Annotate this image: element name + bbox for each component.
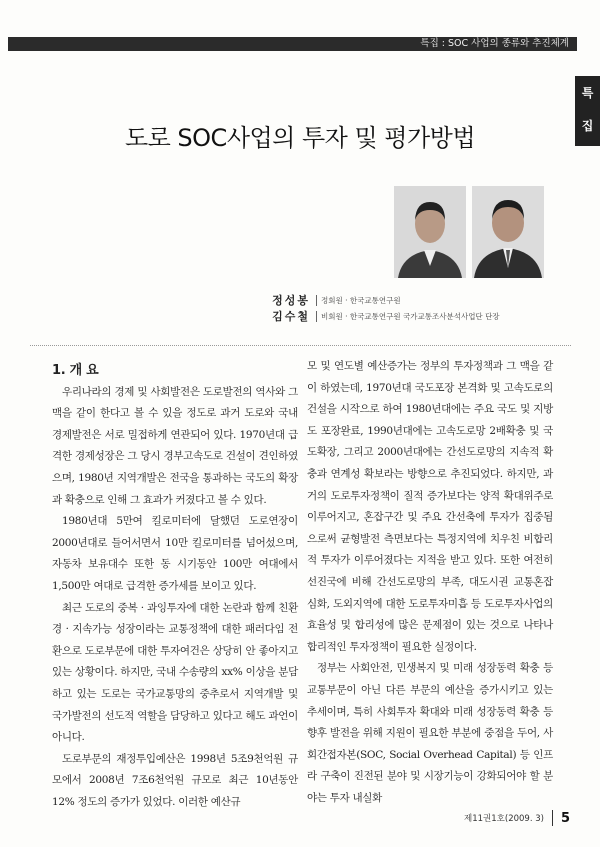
series-title: 특집 : SOC 사업의 종류와 추진체계 (420, 38, 569, 49)
dotted-divider (30, 345, 571, 346)
author-affiliation: 비회원 · 한국교통연구원 국가교통조사분석사업단 단장 (316, 311, 500, 322)
body-paragraph: 정부는 사회안전, 민생복지 및 미래 성장동력 확충 등 교통부문이 아닌 다른 부문의 예산을 증가시키고 있는 추세이며, 특히 사회투자 확대와 미래 성장동력 확충 등 향후 발전을 위해 지원이 필요한 부분에 중점을 두어, 사회간접자본(SOC, Social Overhead Capital) 등 인프라 구축이 진전된 분야 및 시장기능이 강화되어야 할 분야는 투자 내실화 (307, 662, 553, 804)
section-heading: 1. 개 요 (52, 363, 99, 378)
author-photo-1 (394, 186, 466, 278)
author-entry (262, 308, 562, 324)
left-column (52, 360, 298, 813)
author-photo-2 (472, 186, 544, 278)
author-list (262, 292, 562, 324)
article-title: 도로 SOC사업의 투자 및 평가방법 (124, 124, 476, 152)
issue-info: 제11권1호(2009. 3) (464, 814, 544, 824)
author-entry (262, 292, 562, 308)
body-paragraph: 우리나라의 경제 및 사회발전은 도로발전의 역사와 그 맥을 같이 한다고 볼 수 있을 정도로 과거 도로와 국내 경제발전은 서로 밀접하게 연관되어 있다. 1970년대 급격한 경제성장은 그 당시 경부고속도로 건설이 견인하였으며, 1980년 지역개발은 전국을 통과하는 국도의 확장과 확충으로 인해 그 효과가 커졌다고 볼 수 있다. (52, 385, 298, 506)
body-paragraph: 모 및 연도별 예산증가는 정부의 투자정책과 그 맥을 같이 하였는데, 1970년대 국도포장 본격화 및 고속도로의 건설을 시작으로 하여 1980년대에는 주요 국도 및 지방도 포장완료, 1990년대에는 고속도로망 2배확충 및 국도확장, 그리고 2000년대에는 간선도로망의 지속적 확충과 연계성 확보라는 방향으로 추진되었다. 하지만, 과거의 도로투자정책이 질적 증가보다는 양적 확대위주로 이루어지고, 혼잡구간 및 주요 간선축에 투자가 집중됨으로써 균형발전 측면보다는 특정지역에 치우친 비합리적 투자가 이루어졌다는 지적을 받고 있다. 또한 여전히 선진국에 비해 간선도로망의 부족, 대도시권 교통혼잡 심화, 도외지역에 대한 도로투자미흡 등 도로투자사업의 효율성 및 합리성에 많은 문제점이 있는 것으로 나타나 합리적인 투자정책이 필요한 실정이다. (307, 360, 553, 653)
body-paragraph: 도로부문의 재정투입예산은 1998년 5조9천억원 규모에서 2008년 7조6천억원 규모로 최근 10년동안 12% 정도의 증가가 있었다. 이러한 예산규 (52, 752, 298, 808)
person-photo-icon (472, 186, 544, 278)
page-number: 5 (560, 810, 570, 826)
author-name: 정성봉 (272, 294, 310, 307)
author-affiliation: 정회원 · 한국교통연구원 (316, 295, 401, 306)
author-name: 김수철 (272, 310, 310, 323)
body-paragraph: 1980년대 5만여 킬로미터에 달했던 도로연장이 2000년대로 들어서면서 10만 킬로미터를 넘어섰으며, 자동차 보유대수 또한 동 시기동안 100만 여대에서 1,500만 여대로 급격한 증가세를 보이고 있다. (52, 515, 298, 592)
page-footer (430, 808, 570, 828)
right-column (307, 356, 553, 809)
series-header-bar (8, 37, 577, 51)
footer-divider (552, 810, 553, 826)
body-paragraph: 최근 도로의 중복 · 과잉투자에 대한 논란과 함께 친환경 · 지속가능 성장이라는 교통정책에 대한 패러다임 전환으로 도로부문에 대한 투자여건은 상당히 안 좋아지고 있는 상황이다. 하지만, 국내 수송량의 xx% 이상을 분담하고 있는 도로는 국가교통망의 중추로서 지역개발 및 국가발전의 선도적 역할을 담당하고 있다고 해도 과언이 아니다. (52, 601, 298, 744)
side-tab-char: 특 (581, 86, 594, 100)
person-photo-icon (394, 186, 466, 278)
side-tab-char: 집 (581, 119, 594, 133)
